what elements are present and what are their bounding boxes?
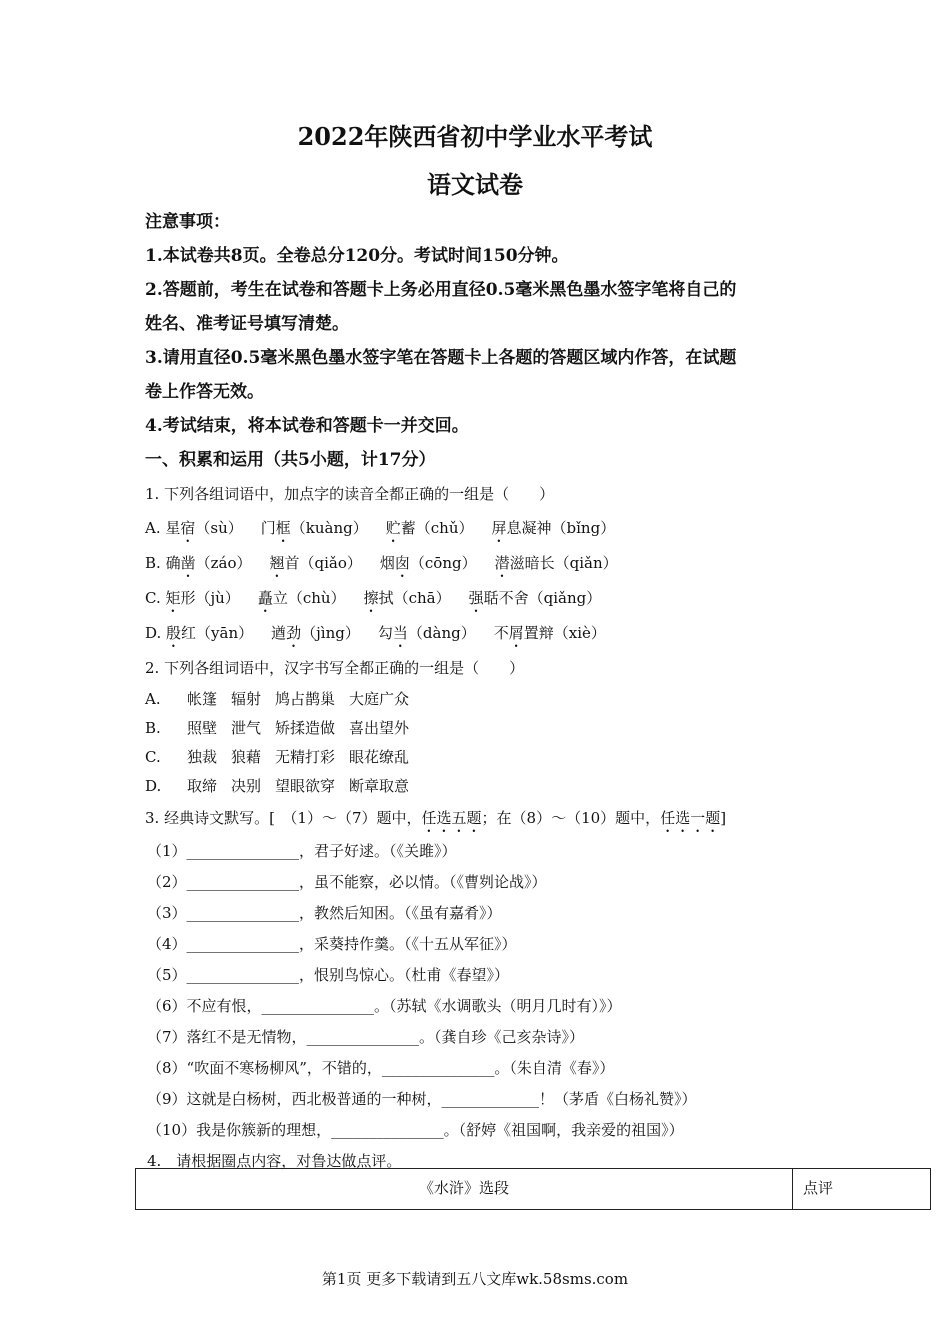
question-1-option-d: D. 殷红（yān） 遒劲（jìng） 勾当（dàng） 不屑置辩（xiè） xyxy=(145,624,606,642)
question-4-stem: 4. 请根据圈点内容，对鲁达做点评。 xyxy=(147,1152,402,1170)
dotted-char: 宿 xyxy=(180,519,196,537)
option-label: C. xyxy=(145,748,161,766)
notice-heading: 注意事项： xyxy=(145,212,230,232)
table-header-comment: 点评 xyxy=(803,1179,834,1197)
option-label: A. xyxy=(145,519,166,537)
dotted-char: 屏 xyxy=(491,519,507,537)
dotted-char: 当 xyxy=(392,624,408,642)
notice-item: 姓名、准考证号填写清楚。 xyxy=(145,314,349,334)
dotted-char: 潜 xyxy=(494,554,510,572)
question-1-option-b: B. 确凿（záo） 翘首（qiǎo） 烟囱（cōng） 潜滋暗长（qiǎn） xyxy=(145,554,618,572)
notice-item: 2.答题前，考生在试卷和答题卡上务必用直径0.5毫米黑色墨水签字笔将自己的 xyxy=(145,280,737,300)
fill-blank-item: （6）不应有恨，_______________。（苏轼《水调歌头（明月几时有）》） xyxy=(147,997,622,1015)
dotted-char: 殷 xyxy=(166,624,182,642)
dotted-char: 矩 xyxy=(165,589,181,607)
dotted-char: 框 xyxy=(275,519,291,537)
option-label: B. xyxy=(145,719,161,737)
option-label: B. xyxy=(145,554,166,572)
exam-title: 2022年陕西省初中学业水平考试 xyxy=(297,122,653,151)
page-footer: 第1页 更多下载请到五八文库wk.58sms.com xyxy=(321,1270,629,1288)
exam-content xyxy=(145,205,825,1177)
option-label: C. xyxy=(145,589,166,607)
table-header-excerpt: 《水浒》选段 xyxy=(136,1169,793,1209)
dotted-char: 劲 xyxy=(286,624,302,642)
option-label: D. xyxy=(145,624,167,642)
question-2-option-c: C. 独裁 狼藉 无精打彩 眼花缭乱 xyxy=(145,743,825,772)
notice-item: 3.请用直径0.5毫米黑色墨水签字笔在答题卡上各题的答题区域内作答，在试题 xyxy=(145,348,737,368)
question-1-option-c: C. 矩形（jù） 矗立（chù） 擦拭（chā） 强聒不舍（qiǎng） xyxy=(145,589,602,607)
fill-blank-item: （3）_______________，教然后知困。（《虽有嘉肴》） xyxy=(147,904,502,922)
dotted-char: 凿 xyxy=(180,554,196,572)
emphasis-text: 任选五题 xyxy=(421,809,482,827)
dotted-char: 囱 xyxy=(394,554,410,572)
exam-subtitle: 语文试卷 xyxy=(427,170,523,199)
fill-blank-item: （2）_______________，虽不能察，必以情。（《曹刿论战》） xyxy=(147,873,547,891)
section-heading: 一、积累和运用（共5小题，计17分） xyxy=(145,450,436,470)
dotted-char: 翘 xyxy=(269,554,285,572)
dotted-char: 矗 xyxy=(257,589,273,607)
question-2-stem: 2. 下列各组词语中，汉字书写全都正确的一组是（ ） xyxy=(145,659,525,677)
dotted-char: 贮 xyxy=(385,519,401,537)
dotted-char: 屑 xyxy=(508,624,524,642)
question-1-option-a: A. 星宿（sù） 门框（kuàng） 贮蓄（chǔ） 屏息凝神（bǐng） xyxy=(145,519,616,537)
fill-blank-item: （8）“吹面不寒杨柳风”，不错的，_______________。（朱自清《春》） xyxy=(147,1059,615,1077)
question-2-option-b: B. 照壁 泄气 矫揉造做 喜出望外 xyxy=(145,714,825,743)
notice-item: 卷上作答无效。 xyxy=(145,382,264,402)
fill-blank-item: （10）我是你簇新的理想，_______________。（舒婷《祖国啊，我亲爱的祖国》） xyxy=(147,1121,684,1139)
dotted-char: 强 xyxy=(468,589,484,607)
fill-blank-item: （7）落红不是无情物，_______________。（龚自珍《己亥杂诗》） xyxy=(147,1028,585,1046)
question-1-stem: 1. 下列各组词语中，加点字的读音全都正确的一组是（ ） xyxy=(145,485,555,503)
question-3-stem: 3. 经典诗文默写。[ （1）～（7）题中，任选五题；在（8）～（10）题中，任选一题] xyxy=(145,809,727,827)
question-2-option-d: D. 取缔 决别 望眼欲穿 断章取意 xyxy=(145,772,825,801)
question-4-table xyxy=(135,1168,931,1210)
fill-blank-item: （9）这就是白杨树，西北极普通的一种树，_____________！（茅盾《白杨礼赞》） xyxy=(147,1090,697,1108)
option-label: D. xyxy=(145,777,162,795)
fill-blank-item: （4）_______________，采葵持作羹。（《十五从军征》） xyxy=(147,935,517,953)
fill-blank-item: （5）_______________，恨别鸟惊心。（杜甫《春望》） xyxy=(147,966,510,984)
question-2-option-a: A. 帐篷 辐射 鸠占鹊巢 大庭广众 xyxy=(145,685,825,714)
emphasis-text: 任选一题 xyxy=(660,809,721,827)
option-label: A. xyxy=(145,690,161,708)
fill-blank-item: （1）_______________，君子好逑。（《关雎》） xyxy=(147,842,457,860)
notice-item: 4.考试结束，将本试卷和答题卡一并交回。 xyxy=(145,416,469,436)
notice-item: 1.本试卷共8页。全卷总分120分。考试时间150分钟。 xyxy=(145,246,569,266)
dotted-char: 擦 xyxy=(363,589,379,607)
